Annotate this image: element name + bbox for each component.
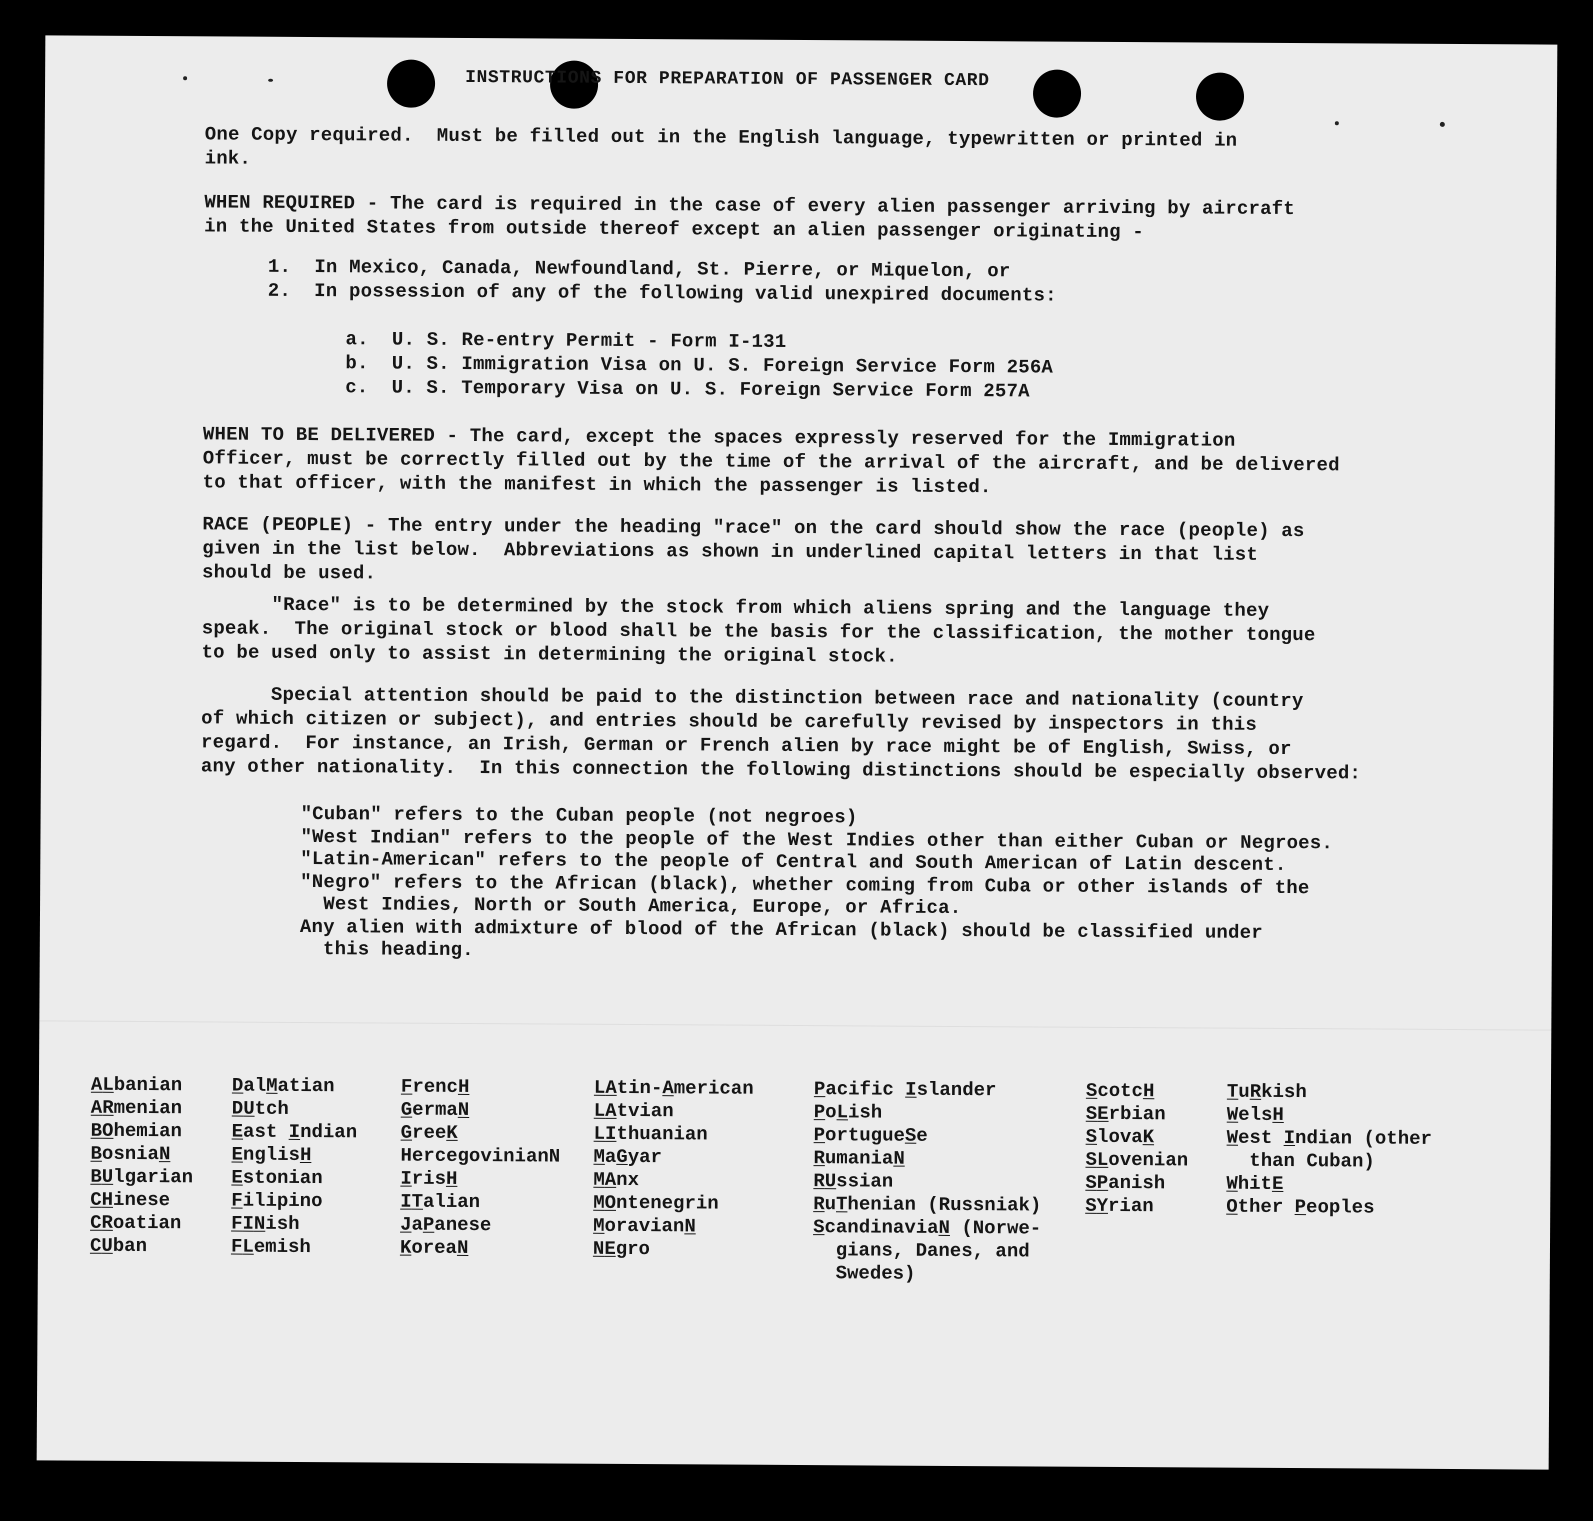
race-entry: SLovenian <box>1085 1148 1189 1172</box>
copy-paragraph: One Copy required. Must be filled out in the English language, typewritten or printed in ink. <box>204 123 1238 170</box>
race-entry: SPanish <box>1085 1171 1166 1195</box>
race-entry: GermaN <box>400 1098 470 1122</box>
race-column <box>593 1077 754 1262</box>
when-delivered-paragraph: WHEN TO BE DELIVERED - The card, except the spaces expressly reserved for the Immigration Officer, must be correctly filled out by the time of the arrival of the aircraft, and be delivered to that officer, with the manifest in which the passenger is listed. <box>202 423 1340 499</box>
race-entry: ScandinaviaN (Norwe- <box>813 1216 1042 1240</box>
race-entry: LAtvian <box>593 1099 674 1123</box>
speck <box>1440 122 1445 127</box>
race-entry: EnglisH <box>231 1143 312 1167</box>
race-entry: CRoatian <box>90 1211 182 1235</box>
when-required-paragraph: WHEN REQUIRED - The card is required in the case of every alien passenger arriving by aircraft in the United States from outside thereof except an alien passenger originating - <box>204 191 1295 244</box>
race-entry: Estonian <box>231 1166 323 1190</box>
race-entry: BUlgarian <box>90 1165 194 1189</box>
race-entry: East Indian <box>231 1120 358 1144</box>
race-entry: DalMatian <box>231 1074 335 1098</box>
race-entry: SlovaK <box>1085 1125 1155 1149</box>
race-entry: WhitE <box>1226 1172 1284 1195</box>
race-paragraph: RACE (PEOPLE) - The entry under the heading "race" on the card should show the race (people) as given in the list below. Abbreviations as shown in underlined capital letters in that list should be used. <box>202 513 1305 585</box>
race-entry: MOntenegrin <box>593 1191 719 1215</box>
race-entry: Swedes) <box>835 1262 916 1285</box>
punch-hole <box>1196 72 1244 120</box>
race-entry: BOhemian <box>90 1119 182 1143</box>
race-entry: SErbian <box>1085 1102 1166 1126</box>
race-entry: CUban <box>89 1234 148 1258</box>
fold-crease <box>39 1020 1551 1030</box>
race-column <box>1085 1080 1188 1219</box>
documents-list: a. U. S. Re-entry Permit - Form I-131 b. U. S. Immigration Visa on U. S. Foreign Service Form 256A c. U. S. Temporary Visa on U. S. Foreign Service Form 257A <box>345 328 1054 403</box>
race-entry: IrisH <box>400 1167 458 1190</box>
race-entry: West Indian (other <box>1226 1126 1433 1150</box>
race-entry: LIthuanian <box>593 1122 708 1146</box>
special-attention-paragraph: Special attention should be paid to the distinction between race and nationality (country of which citizen or subject), and entries should be carefully revised by inspectors in this regard. For instance, an Irish, German or French alien by race might be of English, Swiss, or any other nationality. In this connection the following distinctions should be especially observed: <box>200 683 1362 785</box>
race-entry: FINish <box>231 1212 300 1235</box>
race-entry: RuThenian (Russniak) <box>813 1193 1042 1217</box>
race-entry: MAnx <box>593 1168 640 1192</box>
race-entry: JaPanese <box>400 1213 492 1237</box>
race-entry: Pacific Islander <box>813 1078 997 1102</box>
race-entry: CHinese <box>90 1188 171 1212</box>
race-column <box>231 1075 358 1260</box>
race-entry: Other Peoples <box>1226 1195 1375 1219</box>
race-column <box>813 1078 1042 1286</box>
race-entry: KoreaN <box>399 1236 469 1260</box>
speck <box>183 76 187 80</box>
race-entry: SYrian <box>1085 1194 1154 1218</box>
race-entry: MoravianN <box>593 1214 696 1238</box>
race-entry: NEgro <box>592 1237 651 1261</box>
race-entry: DUtch <box>231 1097 289 1120</box>
race-entry: ARmenian <box>90 1096 183 1120</box>
race-entry: MaGyar <box>593 1145 663 1169</box>
race-entry: ITalian <box>400 1190 481 1214</box>
document-page <box>37 35 1558 1469</box>
race-entry: ALbanian <box>90 1073 183 1097</box>
race-entry: GreeK <box>400 1121 458 1144</box>
race-entry: PortugueSe <box>813 1124 928 1147</box>
race-definition-paragraph: "Race" is to be determined by the stock from which aliens spring and the language they speak. The original stock or blood shall be the basis for the classification, the mother tongue to be used only to assist in determining the original stock. <box>201 593 1316 668</box>
race-column <box>400 1076 561 1261</box>
race-entry: FLemish <box>230 1235 311 1259</box>
race-column <box>90 1074 194 1259</box>
race-entry: BosniaN <box>90 1142 171 1166</box>
race-entry: WelsH <box>1226 1103 1284 1126</box>
distinctions-list: "Cuban" refers to the Cuban people (not negroes) "West Indian" refers to the people of the West Indies other than either Cuban or Negroes. "Latin-American" refers to the people of Central and South American of Latin descent. "Negro" refers to the African (black), whether coming from Cuba or other islands of the West Indies, North or South America, Europe, or Africa. Any alien with admixture of blood of the African (black) should be classified under this heading. <box>299 802 1334 962</box>
race-entry: TuRkish <box>1226 1080 1307 1104</box>
document-heading: INSTRUCTIONS FOR PREPARATION OF PASSENGER CARD <box>465 67 990 92</box>
punch-hole <box>387 59 435 107</box>
race-entry: gians, Danes, and <box>835 1239 1030 1263</box>
race-entry: LAtin-American <box>593 1076 754 1100</box>
race-entry: PoLish <box>813 1101 883 1124</box>
origin-list: 1. In Mexico, Canada, Newfoundland, St. Pierre, or Miquelon, or 2. In possession of any of the following valid unexpired documents: <box>267 255 1057 307</box>
punch-hole <box>1033 69 1081 117</box>
race-column <box>1226 1081 1432 1220</box>
race-entry: ScotcH <box>1085 1079 1155 1103</box>
speck <box>268 79 273 82</box>
race-entry: RumaniaN <box>813 1147 905 1170</box>
race-entry: than Cuban) <box>1249 1149 1375 1173</box>
race-entry: Filipino <box>231 1189 323 1213</box>
race-entry: FrencH <box>400 1075 470 1099</box>
speck <box>1335 121 1339 125</box>
race-entry: RUssian <box>813 1170 894 1193</box>
race-entry: HercegovinianN <box>400 1144 561 1168</box>
